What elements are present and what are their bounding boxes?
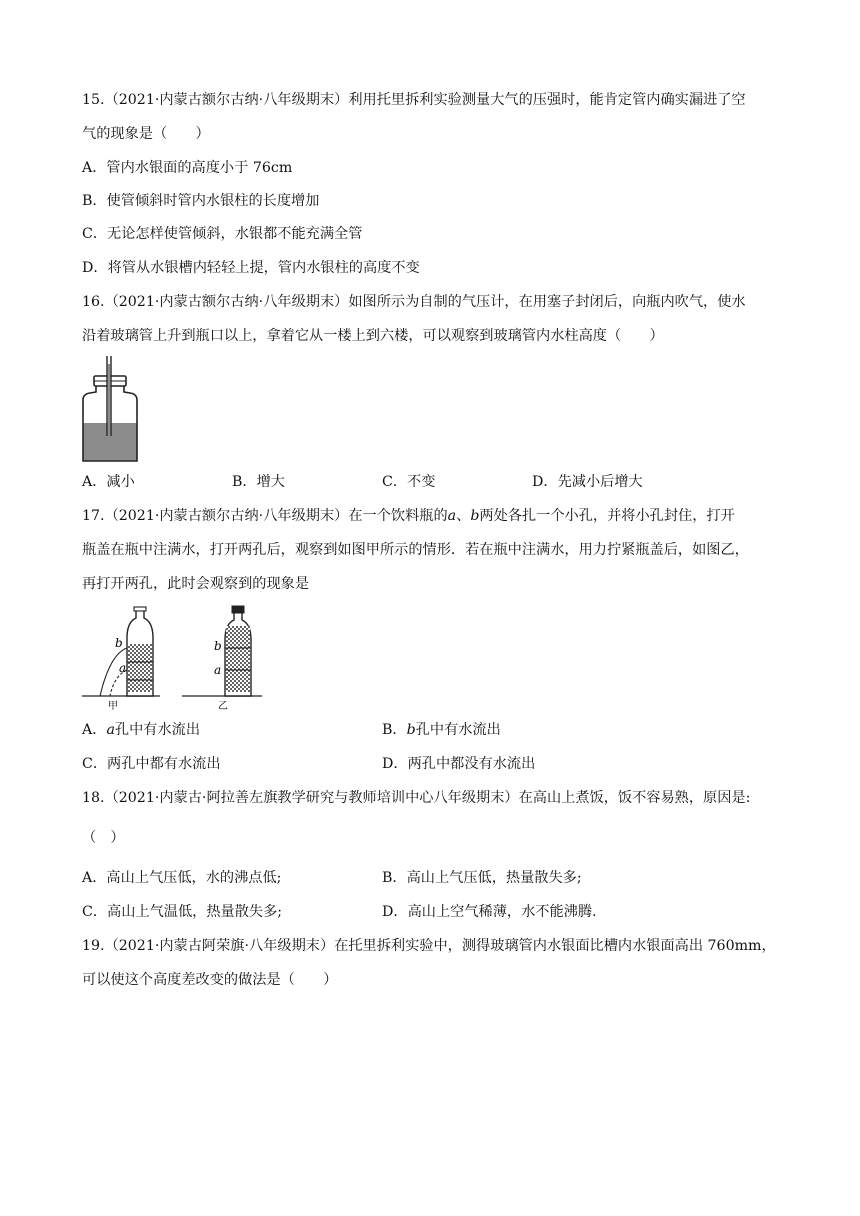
q15-option-d: D．将管从水银槽内轻轻上提，管内水银柱的高度不变 — [82, 260, 420, 276]
q16-option-d: D．先减小后增大 — [532, 474, 643, 490]
q19-stem-line2: 可以使这个高度差改变的做法是（ ） — [82, 972, 338, 988]
label-yi: 乙 — [218, 701, 228, 712]
q17-option-d: D．两孔中都没有水流出 — [382, 756, 536, 772]
q15-option-a: A．管内水银面的高度小于 76cm — [82, 160, 293, 176]
q18-stem-line2: （ ） — [82, 830, 125, 846]
q18-option-d: D．高山上空气稀薄，水不能沸腾. — [382, 904, 597, 920]
q18-option-c: C．高山上气温低，热量散失多; — [82, 904, 283, 920]
label-b-yi: b — [214, 639, 222, 653]
q17-var-b: b — [470, 508, 480, 524]
q15-option-c: C．无论怎样使管倾斜，水银都不能充满全管 — [82, 226, 363, 242]
q15-stem-line2: 气的现象是（ ） — [82, 126, 210, 142]
q16-stem-line2: 沿着玻璃管上升到瓶口以上，拿着它从一楼上到六楼，可以观察到玻璃管内水柱高度（ ） — [82, 328, 664, 344]
bottle-jia — [100, 607, 153, 696]
q16-option-b: B．增大 — [232, 474, 285, 490]
q17-stem-line3: 再打开两孔，此时会观察到的现象是 — [82, 576, 310, 592]
q16-stem-line1: 16.（2021·内蒙古额尔古纳·八年级期末）如图所示为自制的气压计，在用塞子封闭后，向瓶内吹气，使水 — [82, 294, 746, 310]
label-jia: 甲 — [108, 701, 118, 712]
bottle-yi — [225, 606, 251, 696]
label-a-jia: a — [119, 661, 127, 675]
q17-var-a: a — [447, 508, 457, 524]
label-a-yi: a — [214, 663, 222, 677]
q17-stem-line2: 瓶盖在瓶中注满水，打开两孔后，观察到如图甲所示的情形．若在瓶中注满水，用力拧紧瓶盖后，如图乙， — [82, 542, 749, 558]
q18-option-a: A．高山上气压低，水的沸点低; — [82, 870, 282, 886]
q19-stem-line1: 19.（2021·内蒙古阿荣旗·八年级期末）在托里拆利实验中，测得玻璃管内水银面比槽内水银面高出 760mm， — [82, 938, 776, 954]
q17-option-a: A．a孔中有水流出 — [82, 722, 201, 738]
q16-option-c: C．不变 — [382, 474, 436, 490]
q18-stem-line1: 18.（2021·内蒙古·阿拉善左旗教学研究与教师培训中心八年级期末）在高山上煮饭，饭不容易熟，原因是: — [82, 790, 751, 806]
q15-option-b: B．使管倾斜时管内水银柱的长度增加 — [82, 193, 320, 209]
barometer-bottle-figure — [80, 356, 140, 464]
q17-option-c: C．两孔中都有水流出 — [82, 756, 221, 772]
bottles-figure — [82, 604, 272, 712]
q18-option-b: B．高山上气压低，热量散失多; — [382, 870, 582, 886]
q17-stem-line1: 17.（2021·内蒙古额尔古纳·八年级期末）在一个饮料瓶的a、b两处各扎一个小孔，并将小孔封住，打开 — [82, 508, 735, 524]
label-b-jia: b — [115, 636, 123, 650]
q16-option-a: A．减小 — [82, 474, 135, 490]
q15-stem-line1: 15.（2021·内蒙古额尔古纳·八年级期末）利用托里拆利实验测量大气的压强时，能肯定管内确实漏进了空 — [82, 92, 746, 108]
q17-option-b: B．b孔中有水流出 — [382, 722, 501, 738]
